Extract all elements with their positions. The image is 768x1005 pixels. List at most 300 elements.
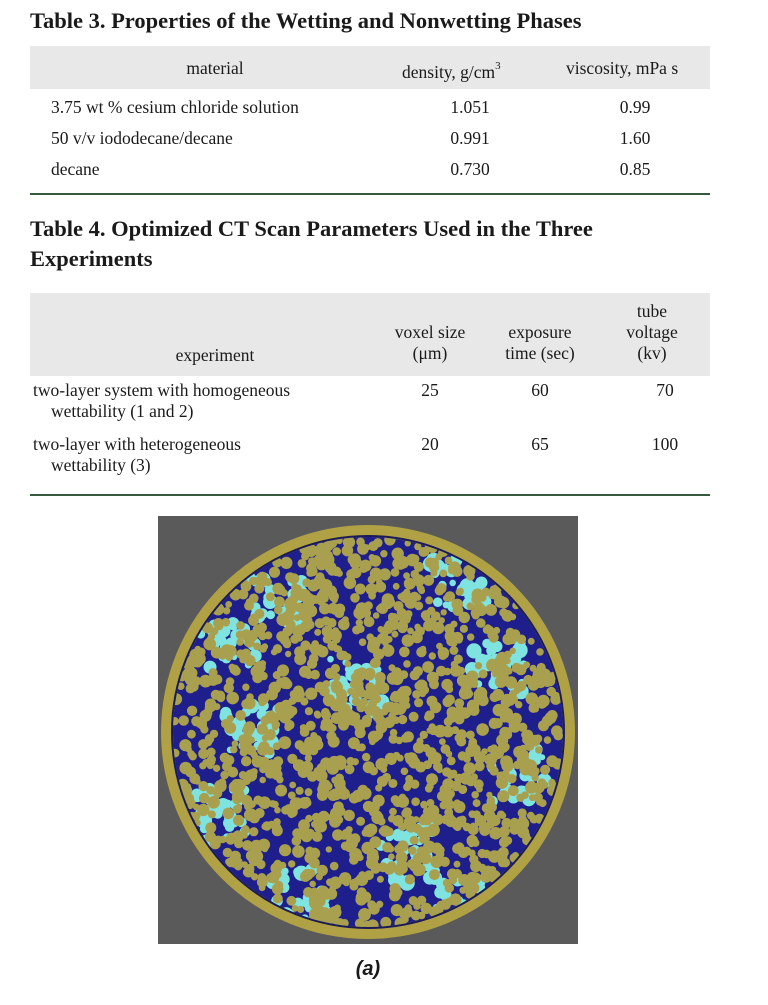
grain	[207, 796, 220, 809]
grain	[246, 693, 254, 701]
grain	[316, 821, 327, 832]
grain	[488, 632, 498, 642]
grain	[280, 557, 292, 569]
grain	[292, 836, 302, 846]
grain	[401, 768, 409, 776]
grain	[525, 781, 538, 794]
grain	[448, 567, 456, 575]
grain	[287, 896, 297, 906]
grain	[325, 668, 336, 679]
grain	[245, 655, 256, 666]
grain	[258, 622, 265, 629]
grain	[403, 660, 411, 668]
grain	[244, 601, 254, 611]
grain	[269, 800, 276, 807]
grain	[297, 690, 306, 699]
grain	[515, 664, 526, 675]
table4-caption-line1: Table 4. Optimized CT Scan Parameters Used in the Three	[30, 216, 593, 241]
grain	[458, 751, 467, 760]
grain	[316, 572, 325, 581]
grain	[402, 916, 409, 923]
grain	[409, 712, 419, 722]
grain	[208, 810, 216, 818]
grain	[373, 711, 384, 722]
grain	[281, 700, 292, 711]
grain	[428, 754, 438, 764]
grain	[373, 795, 385, 807]
grain	[306, 721, 316, 731]
grain	[387, 845, 394, 852]
grain	[350, 567, 362, 579]
grain	[292, 626, 303, 637]
grain	[215, 782, 222, 789]
ct-scan-svg	[158, 516, 578, 944]
grain	[492, 689, 504, 701]
grain	[458, 785, 467, 794]
grain	[338, 707, 351, 720]
grain	[317, 763, 327, 773]
grain	[509, 690, 517, 698]
grain	[403, 731, 414, 742]
grain	[418, 587, 425, 594]
grain	[414, 594, 421, 601]
grain	[389, 702, 402, 715]
table3-row	[30, 157, 710, 185]
grain	[266, 592, 275, 601]
table3-row	[30, 95, 710, 123]
table3-cell-viscosity: 0.99	[619, 97, 651, 117]
grain	[465, 885, 476, 896]
grain	[234, 839, 243, 848]
grain	[258, 757, 270, 769]
grain	[444, 800, 454, 810]
grain	[450, 639, 458, 647]
grain	[426, 773, 438, 785]
grain	[458, 847, 469, 858]
grain	[225, 601, 232, 608]
grain	[359, 908, 371, 920]
grain	[274, 596, 285, 607]
grain	[200, 710, 212, 722]
grain	[487, 796, 495, 804]
grain	[356, 817, 365, 826]
grain	[476, 786, 483, 793]
grain	[389, 889, 401, 901]
grain	[227, 715, 234, 722]
grain	[447, 757, 456, 766]
grain	[369, 554, 376, 561]
grain	[382, 639, 389, 646]
grain	[300, 871, 311, 882]
grain	[438, 617, 445, 624]
grain	[459, 816, 467, 824]
grain	[211, 647, 223, 659]
grain	[258, 873, 267, 882]
grain	[398, 864, 408, 874]
grain	[405, 597, 415, 607]
grain	[346, 826, 353, 833]
table3-cell-density: 0.991	[450, 128, 490, 148]
grain	[289, 573, 300, 584]
grain	[429, 652, 436, 659]
grain	[415, 762, 426, 773]
grain	[269, 567, 280, 578]
grain	[392, 716, 400, 724]
grain	[229, 767, 237, 775]
grain	[476, 723, 489, 736]
grain	[380, 550, 387, 557]
grain	[301, 668, 311, 678]
grain	[454, 698, 464, 708]
grain	[420, 801, 428, 809]
grain	[402, 807, 412, 817]
grain	[499, 812, 506, 819]
grain	[482, 803, 492, 813]
grain	[539, 799, 547, 807]
table3-bottom-rule	[30, 193, 710, 195]
grain	[399, 609, 407, 617]
grain	[423, 807, 431, 815]
grain	[413, 666, 423, 676]
grain	[298, 766, 310, 778]
grain	[273, 644, 282, 653]
grain	[434, 725, 447, 738]
grain	[391, 795, 400, 804]
grain	[356, 602, 369, 615]
grain	[509, 719, 521, 731]
table3-cell-density: 1.051	[450, 97, 490, 117]
table3-header	[30, 46, 710, 89]
grain	[413, 902, 421, 910]
table3-cell-viscosity: 1.60	[619, 128, 651, 148]
grain	[369, 767, 378, 776]
table4-col-tube-line2: voltage	[626, 322, 678, 342]
grain	[305, 688, 317, 700]
grain	[529, 703, 539, 713]
grain	[325, 888, 337, 900]
grain	[471, 594, 481, 604]
grain	[373, 649, 384, 660]
grain	[230, 851, 241, 862]
grain	[476, 605, 487, 616]
grain	[362, 829, 370, 837]
table4-cell-experiment-line1: two-layer with heterogeneous	[33, 434, 241, 454]
grain	[288, 792, 296, 800]
grain	[320, 594, 329, 603]
table4-bottom-rule	[30, 494, 710, 496]
table4-row	[30, 380, 710, 428]
grain	[431, 843, 443, 855]
grain	[243, 795, 252, 804]
table3-cell-viscosity: 0.85	[619, 159, 651, 179]
grain	[231, 861, 238, 868]
grain	[414, 602, 423, 611]
grain	[427, 607, 435, 615]
grain	[425, 596, 433, 604]
grain	[399, 686, 406, 693]
grain	[389, 664, 396, 671]
grain	[355, 584, 366, 595]
grain	[337, 785, 347, 795]
grain	[499, 826, 510, 837]
nonwetting-blob	[475, 577, 487, 589]
grain	[299, 743, 311, 755]
table4-col-exposure-line2: time (sec)	[505, 343, 575, 363]
grain	[427, 727, 433, 733]
table3-col-density-exponent: 3	[495, 60, 501, 72]
grain	[369, 738, 376, 745]
grain	[553, 731, 563, 741]
table3-col-material: material	[186, 58, 244, 78]
grain	[272, 883, 284, 895]
grain	[312, 813, 321, 822]
grain	[326, 731, 336, 741]
grain	[304, 799, 312, 807]
grain	[331, 596, 338, 603]
table4-cell-voxel: 20	[421, 434, 439, 454]
grain	[444, 717, 453, 726]
grain	[447, 770, 456, 779]
grain	[292, 845, 305, 858]
grain	[439, 738, 446, 745]
grain	[489, 766, 498, 775]
grain	[333, 645, 340, 652]
grain	[225, 859, 231, 865]
grain	[444, 668, 452, 676]
grain	[439, 570, 447, 578]
grain	[230, 746, 238, 754]
grain	[370, 659, 379, 668]
grain	[487, 746, 494, 753]
grain	[232, 794, 242, 804]
grain	[357, 543, 369, 555]
grain	[273, 671, 281, 679]
grain	[373, 612, 380, 619]
grain	[351, 712, 360, 721]
grain	[452, 822, 459, 829]
table4-header	[30, 293, 710, 376]
grain	[314, 629, 321, 636]
grain	[275, 785, 287, 797]
grain	[386, 598, 395, 607]
grain	[344, 661, 351, 668]
grain	[332, 627, 339, 634]
grain	[445, 883, 454, 892]
grain	[441, 744, 451, 754]
table4-caption-line2: Experiments	[30, 246, 153, 271]
grain	[411, 797, 420, 806]
grain	[299, 589, 311, 601]
grain	[467, 633, 474, 640]
grain	[393, 583, 400, 590]
grain	[366, 633, 374, 641]
grain	[385, 627, 392, 634]
grain	[458, 874, 470, 886]
grain	[397, 755, 404, 762]
grain	[239, 771, 247, 779]
grain	[276, 614, 289, 627]
grain	[313, 895, 326, 908]
grain	[451, 621, 458, 628]
grain	[270, 863, 282, 875]
grain	[526, 765, 537, 776]
grain	[216, 693, 225, 702]
grain	[406, 822, 416, 832]
grain	[405, 874, 415, 884]
grain	[391, 568, 400, 577]
table4-col-exposure-line1: exposure	[508, 322, 572, 342]
grain	[259, 884, 266, 891]
grain	[288, 860, 295, 867]
grain	[185, 767, 196, 778]
grain	[537, 695, 550, 708]
grain	[253, 643, 261, 651]
grain	[517, 826, 529, 838]
grain	[336, 759, 347, 770]
table4-col-experiment: experiment	[175, 345, 255, 365]
table4-col-tube-line3: (kv)	[637, 343, 667, 363]
grain	[375, 784, 382, 791]
grain	[349, 793, 360, 804]
grain	[331, 680, 342, 691]
grain	[241, 756, 251, 766]
grain	[309, 858, 320, 869]
grain	[449, 646, 458, 655]
grain	[436, 767, 443, 774]
grain	[417, 846, 427, 856]
grain	[479, 669, 488, 678]
grain	[344, 810, 355, 821]
grain	[354, 679, 364, 689]
grain	[289, 782, 296, 789]
grain	[497, 790, 509, 802]
grain	[389, 734, 399, 744]
grain	[378, 862, 388, 872]
table4-cell-tube: 100	[651, 434, 679, 454]
grain	[272, 583, 284, 595]
grain	[364, 802, 371, 809]
figure-label: (a)	[355, 958, 381, 980]
grain	[535, 746, 542, 753]
grain	[259, 777, 266, 784]
grain	[364, 616, 375, 627]
grain	[389, 779, 398, 788]
grain	[187, 730, 196, 739]
grain	[412, 690, 421, 699]
grain	[421, 827, 432, 838]
grain	[378, 626, 385, 633]
table4-cell-voxel: 25	[421, 380, 439, 400]
grain	[285, 720, 295, 730]
grain	[396, 556, 409, 569]
grain	[264, 631, 272, 639]
grain	[473, 799, 481, 807]
table3-col-density	[402, 58, 501, 83]
grain	[460, 625, 468, 633]
grain	[409, 858, 421, 870]
grain	[236, 630, 245, 639]
grain	[478, 620, 484, 626]
grain	[470, 860, 482, 872]
grain	[547, 710, 558, 721]
grain	[493, 718, 503, 728]
grain	[397, 593, 404, 600]
grain	[399, 647, 410, 658]
table4-col-voxel-line1: voxel size	[394, 322, 466, 342]
grain	[483, 866, 493, 876]
grain	[496, 652, 508, 664]
grain	[241, 825, 250, 834]
grain	[250, 614, 258, 622]
grain	[305, 789, 312, 796]
grain	[236, 621, 245, 630]
grain	[285, 651, 291, 657]
grain	[349, 848, 362, 861]
grain	[463, 823, 472, 832]
table3-col-viscosity: viscosity, mPa s	[566, 58, 679, 78]
grain	[348, 737, 360, 749]
grain	[359, 638, 367, 646]
grain	[450, 665, 462, 677]
grain	[420, 646, 426, 652]
grain	[220, 753, 230, 763]
grain	[312, 831, 323, 842]
grain	[322, 680, 330, 688]
grain	[385, 827, 394, 836]
grain	[454, 861, 461, 868]
nonwetting-blob	[486, 646, 496, 656]
grain	[377, 876, 384, 883]
grain	[420, 686, 429, 695]
grain	[300, 640, 310, 650]
grain	[229, 781, 241, 793]
grain	[427, 672, 439, 684]
grain	[463, 689, 473, 699]
grain	[185, 746, 192, 753]
grain	[278, 736, 291, 749]
grain	[248, 737, 255, 744]
grain	[246, 746, 256, 756]
grain	[314, 711, 321, 718]
grain	[311, 888, 319, 896]
grain	[398, 823, 406, 831]
grain	[243, 724, 255, 736]
grain	[467, 835, 479, 847]
grain	[347, 688, 354, 695]
grain	[220, 771, 229, 780]
grain	[425, 785, 433, 793]
grain	[536, 648, 544, 656]
grain	[250, 768, 257, 775]
grain	[230, 665, 240, 675]
grain	[410, 836, 419, 845]
grain	[339, 872, 352, 885]
grain	[252, 673, 263, 684]
grain	[189, 752, 197, 760]
grain	[192, 676, 202, 686]
grain	[429, 562, 439, 572]
grain	[468, 810, 476, 818]
grain	[266, 873, 276, 883]
table4-col-voxel	[375, 322, 485, 364]
grain	[371, 812, 383, 824]
grain	[233, 815, 244, 826]
grain	[391, 904, 403, 916]
grain	[478, 849, 487, 858]
grain	[497, 677, 506, 686]
grain	[410, 780, 419, 789]
grain	[441, 679, 453, 691]
